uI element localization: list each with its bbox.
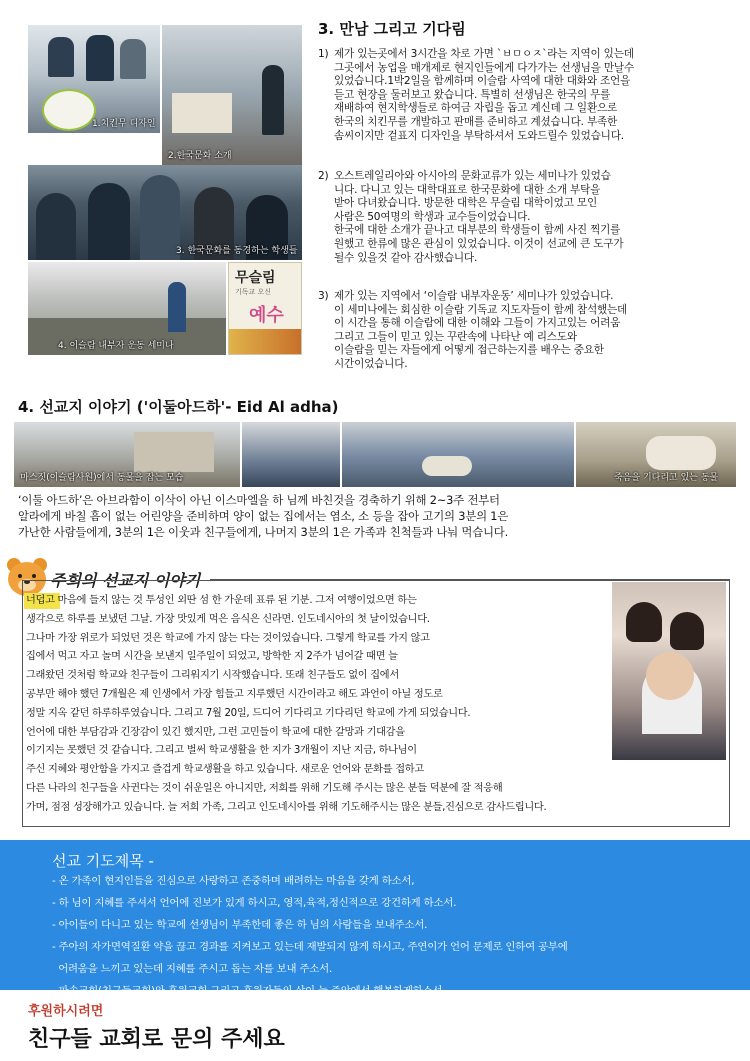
item-line: 원했고 한류에 많은 관심이 있었습니다. 이것이 선교에 큰 도구가 — [334, 237, 624, 250]
book-cover — [228, 262, 302, 355]
text-line: 가난한 사람들에게, 3분의 1은 이웃과 친구들에게, 나머지 3분의 1은 가족과 친척들과 나눠 먹습니다. — [18, 525, 509, 539]
item-line: 시간이었습니다. — [334, 357, 408, 370]
item-line: 한국의 치킨무를 개발하고 판매를 준비하고 계셨습니다. 부족한 — [334, 115, 618, 128]
item-line: 사람은 50여명의 학생과 교수들이었습니다. — [334, 210, 531, 223]
item-line: 될수 있을것 같아 감사했습니다. — [334, 251, 478, 264]
story-line: 공부만 해야 했던 7개월은 제 인생에서 가장 힘들고 지루했던 시간이라고 해도 과언이 아닐 정도로 — [26, 688, 443, 700]
prayer-title: 선교 기도제목 - — [52, 852, 154, 870]
text-line: 알라에게 바칠 흠이 없는 어린양을 준비하며 양이 없는 집에서는 염소, 소 등을 잡아 고기의 3분의 1은 — [18, 509, 509, 523]
photo-crowd — [242, 422, 340, 487]
section4-title: 4. 선교지 이야기 ('이둘아드하'- Eid Al adha) — [18, 398, 339, 416]
prayer-item: - 아이들이 다니고 있는 학교에 선생님이 부족한데 좋은 하 님의 사람들을 보내주소서. — [52, 919, 428, 931]
item-line: 듣고 현장을 둘러보고 왔습니다. 특별히 선생님은 한국의 무를 — [334, 88, 611, 101]
item-line: 이 세미나에는 회심한 이슬람 기독교 지도자들이 함께 참석했는데 — [334, 303, 628, 316]
book-word: 예수 — [249, 305, 284, 326]
item-line: 있었습니다.1박2일을 함께하며 이슬람 사역에 대한 대화와 조언을 — [334, 75, 631, 88]
prayer-item: 어려움을 느끼고 있는데 지혜를 주시고 돕는 자를 보내 주소서. — [52, 963, 333, 975]
photo-students — [28, 165, 302, 260]
item-line: 재배하여 현지학생들로 하여금 자립을 돕고 계신데 그 일환으로 — [334, 102, 618, 115]
sponsor-label: 후원하시려면 — [28, 1004, 104, 1019]
story-line: 그래왔던 것처럼 학교와 친구들이 그리워지기 시작했습니다. 또래 친구들도 없이 집에서 — [26, 670, 399, 682]
section4-text — [18, 492, 738, 540]
book-title: 무슬림 — [235, 270, 276, 286]
story-line: 그나마 가장 위로가 되었던 것은 학교에 가지 않는 다는 것이었습니다. 그렇게 학교를 가지 않고 — [26, 632, 430, 644]
story-line: 이기지는 못했던 것 같습니다. 그리고 벌써 학교생활을 한 지가 3개월이 지난 지금, 하나님이 — [26, 745, 417, 757]
photo-mosque — [14, 422, 240, 487]
story-line: 너덥고 마음에 들지 않는 것 투성인 외딴 섬 한 가운데 표류 된 기분. 그저 여행이었으면 하는 — [26, 595, 417, 606]
text-line: ‘이둘 아드하’은 아브라함이 이삭이 아닌 이스마엘을 하 님께 바친것을 경축하기 위해 2~3주 전부터 — [18, 493, 500, 507]
photo-caption: 2.한국문화 소개 — [168, 151, 232, 161]
story-line: 가며, 점점 성장해가고 있습니다. 늘 저희 가족, 그리고 인도네시아를 위해 기도해주시는 많은 분들,진심으로 감사드립니다. — [26, 801, 547, 813]
photo-animal — [342, 422, 574, 487]
book-subtitle: 기독교 오신 — [235, 288, 272, 296]
story-line: 언어에 대한 부담감과 긴장감이 있긴 했지만, 그런 고민들이 학교에 대한 갈망과 기대감을 — [26, 726, 405, 738]
prayer-item: - 파송교회(친구들교회)와 후원교회 그리고 후원자들의 삶이 늘 주안에서 행복하게하소서 — [52, 985, 443, 997]
photo-caption: 마스짓(이슬람사원)에서 동물을 잡는 모습 — [20, 473, 184, 483]
item-line: 제가 있는곳에서 3시간을 차로 가면 `ㅂㅁㅇㅈ`라는 지역이 있는데 — [334, 48, 634, 60]
photo-cows — [576, 422, 736, 487]
prayer-item: - 하 님이 지혜를 주셔서 언어에 진보가 있게 하시고, 영적,육적,정신적으로 강건하게 하소서. — [52, 897, 457, 909]
story-title: 주희의 선교지 이야기 — [50, 571, 201, 590]
story-line: 생각으로 하루를 보냈던 그날. 가장 맛있게 먹은 음식은 신라면. 인도네시아의 첫 날이었습니다. — [26, 613, 430, 625]
item-number: 3) — [318, 290, 329, 302]
photo-caption: 4. 이슬람 내부자 운동 세미나 — [58, 341, 174, 351]
photo-caption: 죽음을 기다리고 있는 동물 — [614, 473, 719, 483]
contact-heading: 친구들 교회로 문의 주세요 — [28, 1027, 285, 1052]
story-line: 다른 나라의 친구들을 사귄다는 것이 쉬운일은 아니지만, 저희를 위해 기도해 주시는 많은 분들 덕분에 잘 적응해 — [26, 782, 503, 794]
item-line: 이슬람을 믿는 자들에게 어떻게 접근하는지를 배우는 중요한 — [334, 344, 604, 357]
prayer-list — [52, 870, 742, 1002]
item-number: 1) — [318, 48, 329, 60]
prayer-item: - 주아의 자가면역질환 약을 끊고 경과를 지켜보고 있는데 재발되지 않게 하시고, 주연이가 언어 문제로 인하여 공부에 — [52, 941, 568, 953]
section3-title: 3. 만남 그리고 기다림 — [318, 20, 466, 38]
photo-caption: 3. 한국문화를 동경하는 학생들 — [176, 246, 298, 256]
story-line: 집에서 먹고 자고 놀며 시간을 보낸지 일주일이 되었고, 방학한 지 2주가 넘어갈 때면 늘 — [26, 651, 398, 663]
item-line: 한국에 대한 소개가 끝나고 대부분의 학생들이 함께 사진 찍기를 — [334, 224, 621, 237]
photo-selfie — [612, 582, 726, 760]
photo-seminar — [28, 262, 226, 355]
prayer-item: - 온 가족이 현지인들을 진심으로 사랑하고 존중하며 배려하는 마음을 갖게 하소서, — [52, 875, 415, 887]
item-line: 받아 다녀왔습니다. 방문한 대학은 무슬림 대학이었고 모인 — [334, 197, 597, 210]
photo-culture-intro — [162, 25, 302, 165]
section3-item-3 — [318, 290, 738, 372]
item-number: 2) — [318, 170, 329, 182]
item-line: 오스트레일리아와 아시아의 문화교류가 있는 세미나가 있었습 — [334, 170, 611, 182]
item-line: 이 시간을 통해 이슬람에 대한 이해와 그들이 가지고있는 어려움 — [334, 317, 621, 330]
section3-item-2 — [318, 170, 738, 265]
story-line: 정말 지옥 같던 하루하루였습니다. 그리고 7월 20일, 드디어 기다리고 기다리던 학교에 가게 되었습니다. — [26, 707, 471, 719]
item-line: 솜씨이지만 겉표지 디자인을 부탁하셔서 도와드릴수 있었습니다. — [334, 129, 624, 142]
item-line: 그곳에서 농업을 매개제로 현지인들에게 다가가는 선생님을 만날수 — [334, 61, 634, 74]
photo-caption: 1.치킨무 디자인 — [92, 119, 156, 129]
story-line: 주신 지혜와 평안함을 가지고 즐겁게 학교생활을 하고 있습니다. 새로운 언어와 문화를 접하고 — [26, 764, 424, 776]
item-line: 제가 있는 지역에서 ‘이슬람 내부자운동’ 세미나가 있었습니다. — [334, 290, 614, 302]
photo-chicken-radish — [28, 25, 160, 133]
item-line: 그리고 그들이 믿고 있는 꾸란속에 나타난 예 리스도와 — [334, 330, 577, 343]
section3-item-1 — [318, 48, 738, 143]
item-line: 니다. 다니고 있는 대학대표로 한국문화에 대한 소개 부탁을 — [334, 183, 601, 196]
